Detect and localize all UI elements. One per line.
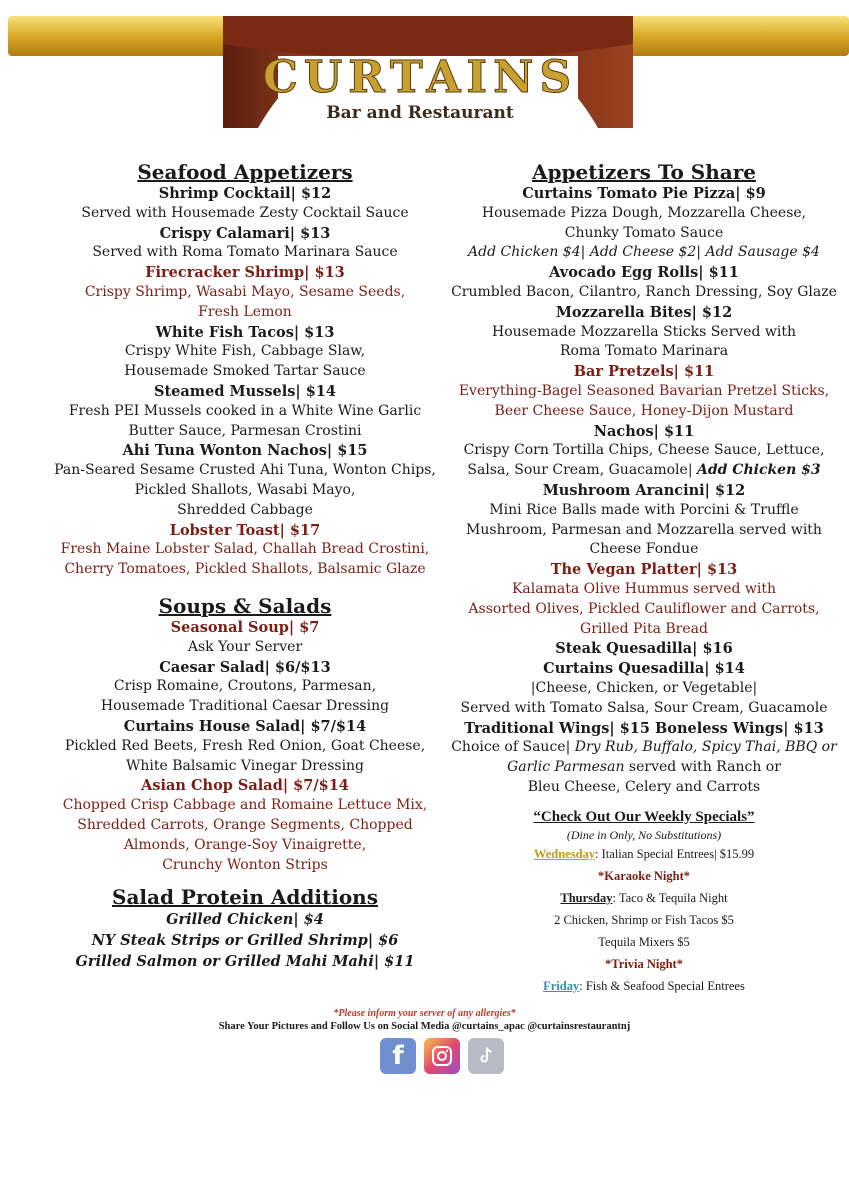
social-icons (380, 1038, 510, 1076)
menu-item-name: Shrimp Cocktail| $12 (158, 185, 332, 202)
special-day: Thursday (560, 890, 613, 905)
left-column (36, 160, 454, 972)
section-title-seafood: Seafood Appetizers (137, 160, 353, 184)
menu-item-description: Bleu Cheese, Celery and Carrots (527, 778, 761, 795)
menu-item-name: Seasonal Soup| $7 (170, 618, 320, 636)
sauce-options: Dry Rub, Buffalo, Spicy Thai, BBQ or (574, 739, 837, 756)
menu-item-description: Pan-Seared Sesame Crusted Ahi Tuna, Wonton Chips, (54, 462, 436, 479)
menu-item-description: Everything-Bagel Seasoned Bavarian Pretzel Sticks, (458, 382, 830, 399)
menu-item-description: Pickled Shallots, Wasabi Mayo, (134, 481, 356, 498)
menu-item-name: Steamed Mussels| $14 (154, 382, 336, 400)
menu-item-name: Caesar Salad| $6/$13 (159, 658, 331, 676)
menu-item-description: Chopped Crisp Cabbage and Romaine Lettuce Mix, (62, 797, 428, 814)
menu-item-description: Served with Housemade Zesty Cocktail Sauce (81, 204, 409, 221)
menu-item-description: White Balsamic Vinegar Dressing (125, 757, 365, 774)
trivia-night: *Trivia Night* (605, 956, 683, 971)
special-detail: 2 Chicken, Shrimp or Fish Tacos $5 (554, 912, 734, 927)
special-detail: Tequila Mixers $5 (598, 934, 690, 949)
menu-item-description: Roma Tomato Marinara (559, 343, 729, 360)
menu-item-name: Firecracker Shrimp| $13 (145, 264, 345, 282)
specials-note: (Dine in Only, No Substitutions) (566, 827, 722, 842)
menu-item-description: Housemade Smoked Tartar Sauce (124, 363, 366, 380)
menu-item-name: Mozzarella Bites| $12 (555, 303, 733, 321)
tagline: Bar and Restaurant (326, 103, 514, 123)
menu-item-description: Assorted Olives, Pickled Cauliflower and Carrots, (468, 600, 820, 617)
menu-item-name: Lobster Toast| $17 (169, 521, 321, 539)
menu-item-description: Kalamata Olive Hummus served with (511, 580, 777, 597)
menu-item-description: Fresh PEI Mussels cooked in a White Wine Garlic (68, 402, 422, 419)
allergy-notice: *Please inform your server of any allergies* (333, 1008, 516, 1019)
menu-item-name: Crispy Calamari| $13 (159, 224, 331, 242)
brand-logo: CURTAINS (262, 52, 578, 103)
right-column (448, 160, 840, 997)
special-day-line: Wednesday: Italian Special Entrees| $15.99 (533, 846, 755, 861)
menu-item-description: Crispy White Fish, Cabbage Slaw, (124, 343, 366, 360)
menu-item-description: Served with Tomato Salsa, Sour Cream, Guacamole (460, 699, 828, 716)
specials-title: “Check Out Our Weekly Specials” (533, 808, 755, 825)
menu-item-description: Pickled Red Beets, Fresh Red Onion, Goat Cheese, (64, 737, 426, 754)
social-media-text: Share Your Pictures and Follow Us on Social Media @curtains_apac @curtainsrestaurantnj (218, 1021, 631, 1032)
menu-item-description: Crispy Corn Tortilla Chips, Cheese Sauce, Lettuce, (463, 442, 825, 459)
menu-item-description: Crispy Shrimp, Wasabi Mayo, Sesame Seeds, (84, 283, 406, 300)
menu-item-name: Curtains Tomato Pie Pizza| $9 (522, 185, 766, 202)
menu-item-description: Beer Cheese Sauce, Honey-Dijon Mustard (494, 402, 794, 419)
menu-item-description: Almonds, Orange-Soy Vinaigrette, (123, 836, 367, 853)
menu-item-name: Curtains Quesadilla| $14 (543, 660, 745, 678)
menu-item-description: Salsa, Sour Cream, Guacamole| Add Chicken $3 (467, 462, 821, 479)
menu-item-description: Mini Rice Balls made with Porcini & Truffle (489, 501, 799, 518)
menu-item-description: |Cheese, Chicken, or Vegetable| (530, 679, 758, 696)
menu-item-description: Crumbled Bacon, Cilantro, Ranch Dressing, Soy Glaze (451, 283, 837, 300)
menu-item-description: Fresh Lemon (198, 303, 292, 320)
sauce-options: Garlic Parmesan (507, 759, 625, 776)
special-day-line: Friday: Fish & Seafood Special Entrees (543, 978, 745, 993)
menu-item-description: Crunchy Wonton Strips (162, 856, 328, 873)
menu-item-addons: Add Chicken $4| Add Cheese $2| Add Sausage $4 (468, 244, 820, 261)
menu-item-description: Shredded Carrots, Orange Segments, Chopped (77, 816, 413, 833)
menu-item-description: Served with Roma Tomato Marinara Sauce (92, 244, 398, 261)
karaoke-night: *Karaoke Night* (597, 868, 690, 883)
menu-item-description: Chunky Tomato Sauce (564, 224, 724, 241)
menu-item-description: Mushroom, Parmesan and Mozzarella served with (466, 521, 822, 538)
menu-item-name: Curtains House Salad| $7/$14 (123, 717, 367, 735)
menu-item-description: Housemade Traditional Caesar Dressing (100, 698, 390, 715)
spacer (36, 875, 454, 885)
special-day: Friday (543, 978, 580, 993)
menu-item-description: Crisp Romaine, Croutons, Parmesan, (113, 678, 377, 695)
menu-item-description: Ask Your Server (187, 638, 303, 655)
tiktok-icon[interactable] (468, 1038, 504, 1074)
section-title-share: Appetizers To Share (532, 160, 756, 184)
addon-price: Add Chicken $3 (696, 462, 821, 479)
menu-item-description: Cheese Fondue (589, 541, 699, 558)
protein-item: Grilled Salmon or Grilled Mahi Mahi| $11 (75, 953, 415, 971)
instagram-icon[interactable] (424, 1038, 460, 1074)
menu-item-name: Steak Quesadilla| $16 (555, 640, 733, 658)
menu-item-description: Housemade Mozzarella Sticks Served with (492, 323, 796, 340)
protein-item: Grilled Chicken| $4 (166, 911, 324, 929)
menu-item-description: Butter Sauce, Parmesan Crostini (128, 422, 362, 439)
menu-item-name: Nachos| $11 (593, 422, 695, 440)
menu-item-description: Choice of Sauce| Dry Rub, Buffalo, Spicy Thai, BBQ or (451, 739, 837, 756)
menu-item-name: Avocado Egg Rolls| $11 (549, 264, 739, 282)
menu-item-name: Traditional Wings| $15 Boneless Wings| $13 (464, 719, 824, 737)
menu-item-description: Fresh Maine Lobster Salad, Challah Bread Crostini, (60, 541, 430, 558)
menu-item-description: Grilled Pita Bread (580, 620, 708, 637)
facebook-icon[interactable]: f (380, 1038, 416, 1074)
menu-item-description: Garlic Parmesan served with Ranch or (507, 759, 781, 776)
menu-item-name: The Vegan Platter| $13 (550, 561, 738, 579)
menu-item-description: Shredded Cabbage (177, 501, 313, 518)
section-title-protein: Salad Protein Additions (112, 885, 378, 910)
menu-item-name: Asian Chop Salad| $7/$14 (141, 777, 349, 795)
menu-item-name: Bar Pretzels| $11 (573, 363, 715, 381)
spacer (36, 580, 454, 594)
menu-item-name: Mushroom Arancini| $12 (542, 481, 746, 499)
special-day: Wednesday (533, 846, 596, 861)
special-day-line: Thursday: Taco & Tequila Night (560, 890, 728, 905)
menu-item-name: Ahi Tuna Wonton Nachos| $15 (122, 442, 368, 460)
protein-item: NY Steak Strips or Grilled Shrimp| $6 (91, 932, 399, 950)
weekly-specials (448, 808, 840, 997)
menu-item-name: White Fish Tacos| $13 (155, 323, 335, 341)
section-title-soups: Soups & Salads (158, 593, 332, 618)
menu-item-description: Housemade Pizza Dough, Mozzarella Cheese, (481, 204, 807, 221)
menu-item-description: Cherry Tomatoes, Pickled Shallots, Balsamic Glaze (64, 561, 426, 578)
